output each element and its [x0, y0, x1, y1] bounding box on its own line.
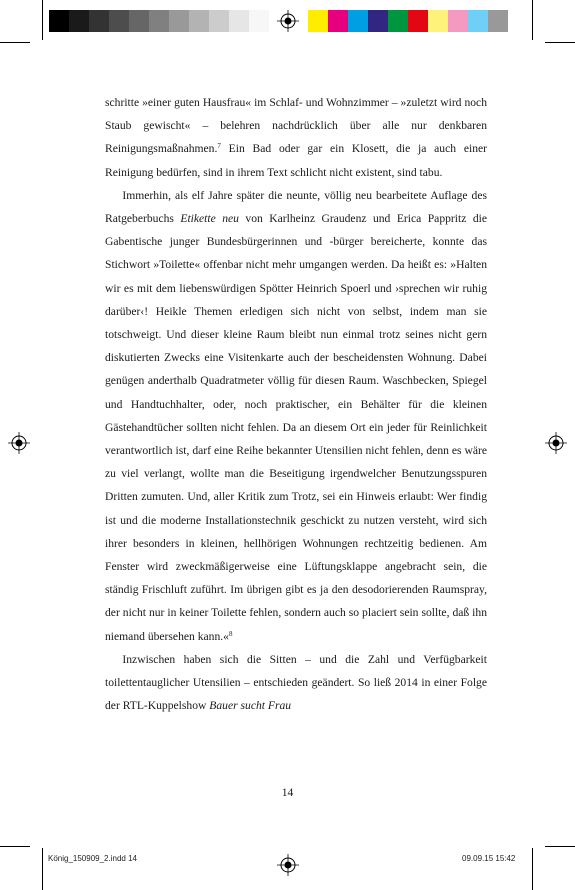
footnote-marker: 7 [217, 142, 221, 151]
color-swatch [368, 10, 388, 32]
color-swatch [428, 10, 448, 32]
process-color-bar [308, 10, 508, 32]
paragraph: Immerhin, als elf Jahre später die neunte, völlig neu bearbeitete Auflage des Ratgeberbuchs Etikette neu von Karlheinz Graudenz und Erica Pappritz die Gabentische junger Bundesbürgerinnen und -bürger bereicherte, konnte das Stichwort »Toilette« offenbar nicht mehr umgangen werden. Da heißt es: »Halten wir es mit dem liebenswürdigen Spötter Heinrich Spoerl und ›sprechen wir ruhig darüber‹! Heikle Themen erledigen sich nicht von selbst, indem man sie totschweigt. Und dieser kleine Raum bleibt nun einmal trotz seines nicht gern diskutierten Zwecks eine Visitenkarte auch der bescheidensten Wohnung. Dabei genügen anderthalb Quadratmeter völlig für diesen Raum. Waschbecken, Spiegel und Handtuchhalter, oder, noch praktischer, ein Behälter für die kleinen Gästehandtücher sollten nicht fehlen. Da an diesem Ort ein jeder für Reinlichkeit verantwortlich ist, darf eine Reihe bekannter Utensilien nicht fehlen, denn es wäre zu viel verlangt, wollte man die Beseitigung irgendwelcher Benutzungsspuren Dritten zumuten. Und, aller Kritik zum Trotz, sei ein Hinweis erlaubt: Wer findig ist und die moderne Installationstechnik geschickt zu nutzen versteht, wird sich ihrer besonders in kleinen, hellhörigen Wohnungen rechtzeitig bedienen. Am Fenster wird zweckmäßigerweise eine Lüftungsklappe angebracht sein, die ständig Frischluft zuführt. Im übrigen gibt es ja den desodorierenden Raumspray, der nicht nur in keiner Toilette fehlen, sondern auch so placiert sein sollte, daß ihn niemand übersehen kann.«$^8$ [105, 188, 487, 643]
footnote-marker: 8 [228, 629, 233, 638]
color-swatch [408, 10, 428, 32]
color-swatch [328, 10, 348, 32]
color-swatch [129, 10, 149, 32]
registration-mark-icon [545, 432, 567, 454]
gray-color-bar [49, 10, 269, 32]
crop-mark [545, 42, 575, 43]
paragraph: Inzwischen haben sich die Sitten – und die Zahl und Verfügbarkeit toilettentauglicher Utensilien – entschieden geändert. So ließ 2014 in einer Folge der RTL-Kuppelshow Bauer sucht Frau [105, 652, 487, 713]
crop-mark [532, 0, 533, 40]
color-swatch [448, 10, 468, 32]
registration-mark-icon [8, 432, 30, 454]
crop-mark [0, 846, 30, 847]
color-swatch [109, 10, 129, 32]
show-title: Bauer sucht Frau [209, 699, 292, 713]
crop-mark [42, 0, 43, 40]
color-swatch [488, 10, 508, 32]
color-swatch [468, 10, 488, 32]
crop-mark [532, 848, 533, 890]
color-swatch [89, 10, 109, 32]
color-swatch [189, 10, 209, 32]
page-number: 14 [281, 786, 294, 799]
color-swatch [308, 10, 328, 32]
slug-date-time: 09.09.15 15:42 [462, 854, 516, 863]
color-swatch [149, 10, 169, 32]
paragraph: schritte »einer guten Hausfrau« im Schlaf- und Wohnzimmer – »zuletzt wird noch Staub gewischt« – belehren nachdrücklich über alle nur denkbaren Reinigungsmaßnahmen.$^7$ Ein Bad oder gar ein Klosett, die ja auch einer Reinigung bedürfen, sind in ihrem Text schlicht nicht existent, sind tabu. [105, 96, 487, 179]
color-swatch [229, 10, 249, 32]
registration-mark-icon [277, 854, 299, 876]
crop-mark [545, 846, 575, 847]
color-swatch [69, 10, 89, 32]
color-swatch [209, 10, 229, 32]
color-swatch [388, 10, 408, 32]
body-text [105, 91, 487, 717]
color-swatch [169, 10, 189, 32]
slug-file-info: König_150909_2.indd 14 [48, 854, 137, 863]
color-swatch [249, 10, 269, 32]
registration-mark-icon [277, 10, 299, 32]
color-swatch [49, 10, 69, 32]
crop-mark [0, 42, 30, 43]
book-title: Etikette neu [180, 212, 239, 226]
crop-mark [42, 848, 43, 890]
color-swatch [348, 10, 368, 32]
